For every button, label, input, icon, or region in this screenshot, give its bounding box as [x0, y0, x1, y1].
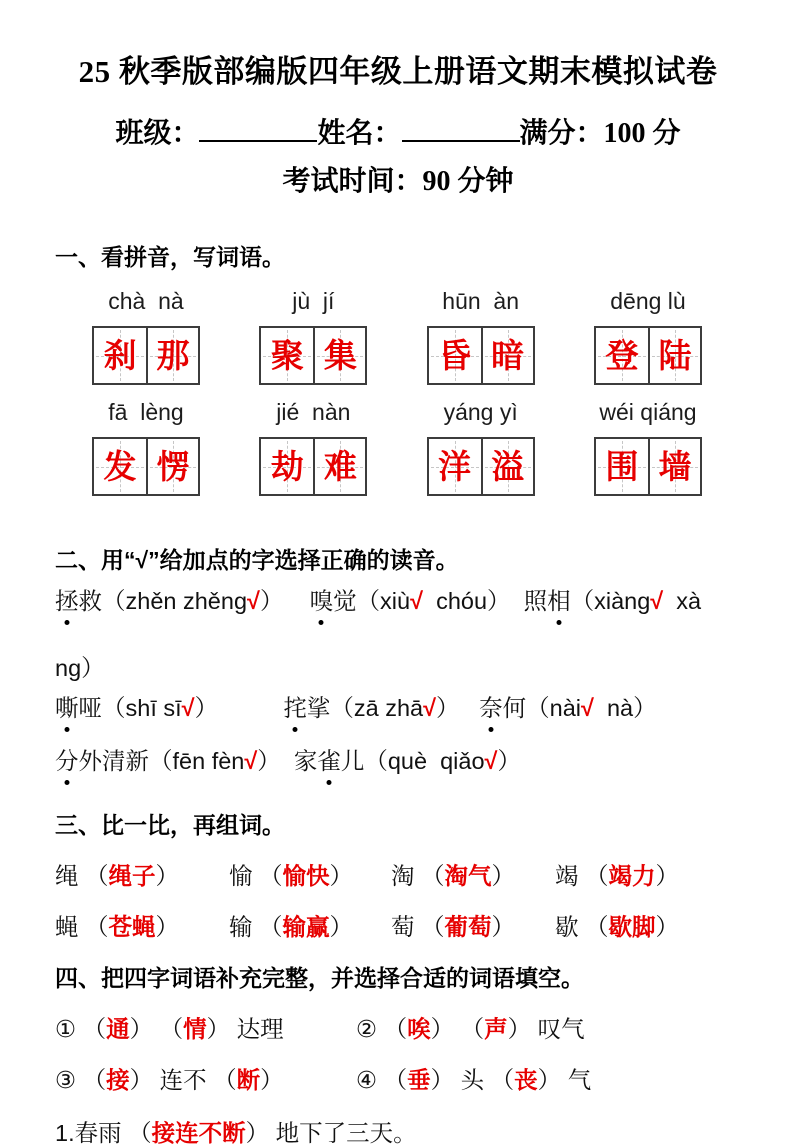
- check-icon: √: [484, 748, 498, 775]
- question-text: ） （: [430, 1015, 485, 1042]
- section-2-heading: 二、用“√”给加点的字选择正确的读音。: [55, 547, 459, 573]
- answer-char: 溢: [491, 448, 525, 485]
- check-icon: √: [650, 588, 664, 614]
- question-text: 外清新（fēn fèn: [78, 748, 245, 775]
- paren-close: ）: [155, 862, 180, 889]
- check-icon: √: [244, 748, 258, 775]
- answer-char: 昏: [438, 337, 472, 374]
- grid-cell: [596, 328, 648, 383]
- idiom-row: [55, 1010, 741, 1044]
- word-item: [391, 908, 555, 942]
- writing-grid: [594, 326, 702, 385]
- question-text: ）: [259, 588, 310, 614]
- pinyin-label: fā lèng: [108, 399, 184, 425]
- word-item: [391, 857, 555, 891]
- class-blank-line: [199, 113, 317, 142]
- dotted-char: 拯: [55, 588, 79, 614]
- question-text: 儿（què qiǎo: [340, 748, 485, 775]
- pinyin-word-item: [402, 399, 560, 496]
- grid-cell: [429, 439, 481, 494]
- question-text: 照: [523, 588, 548, 614]
- answer-char: 暗: [491, 337, 525, 374]
- answer-text: 葡萄: [444, 913, 492, 940]
- word-item: [55, 908, 229, 942]
- answer-text: 愉快: [282, 862, 330, 889]
- writing-grid: [92, 437, 200, 496]
- answer-char: 那: [156, 337, 190, 374]
- question-text: ② （: [356, 1015, 408, 1042]
- answer-text: 歇脚: [608, 913, 656, 940]
- paren-open: （: [85, 862, 109, 889]
- pinyin-word-item: [569, 399, 727, 496]
- paren-close: ）: [491, 862, 516, 889]
- grid-cell: [313, 328, 365, 383]
- question-text: ） 连不 （: [129, 1066, 237, 1093]
- question-char: 淘: [391, 862, 422, 889]
- idiom-item: [55, 1061, 356, 1095]
- check-icon: √: [247, 588, 260, 614]
- pinyin-word-item: [67, 288, 225, 385]
- pinyin-label: hūn àn: [442, 288, 520, 314]
- question-text: ）: [436, 694, 480, 721]
- paren-close: ）: [655, 913, 680, 940]
- answer-text: 淘气: [444, 862, 492, 889]
- pinyin-word-item: [402, 288, 560, 385]
- section-1-heading: 一、看拼音，写词语。: [55, 244, 285, 270]
- question-char: 输: [229, 913, 260, 940]
- word-item: [55, 857, 229, 891]
- question-text: 哑（shī sī: [78, 694, 182, 721]
- answer-text: 竭力: [608, 862, 656, 889]
- exam-time-label: 考试时间：90 分钟: [282, 166, 514, 197]
- question-text: ） 叹气: [507, 1015, 585, 1042]
- question-text: 觉（xiù: [333, 588, 411, 614]
- check-icon: √: [181, 694, 195, 721]
- pinyin-label: chà nà: [108, 288, 184, 314]
- answer-char: 洋: [438, 448, 472, 485]
- answer-char: 墙: [658, 448, 692, 485]
- grid-cell: [429, 328, 481, 383]
- word-item: [229, 908, 391, 942]
- answer-text: 断: [236, 1066, 261, 1093]
- writing-grid: [92, 326, 200, 385]
- paren-open: （: [259, 913, 283, 940]
- question-char: 萄: [391, 913, 422, 940]
- answer-text: 接连不断: [151, 1119, 246, 1146]
- word-compare-row: [55, 908, 741, 942]
- grid-cell: [146, 328, 198, 383]
- paren-close: ）: [655, 862, 680, 889]
- word-compare-row: [55, 857, 741, 891]
- writing-grid: [259, 326, 367, 385]
- dotted-char: 相: [547, 588, 571, 614]
- idiom-row: [55, 1061, 741, 1095]
- pinyin-word-item: [234, 399, 392, 496]
- question-text: ） （: [129, 1015, 184, 1042]
- answer-text: 接: [106, 1066, 130, 1093]
- pinyin-label: dēng lù: [610, 288, 686, 314]
- answer-char: 难: [323, 448, 357, 485]
- name-blank-line: [402, 113, 520, 142]
- question-text: （xiàng: [570, 588, 651, 614]
- grid-cell: [146, 439, 198, 494]
- answer-text: 唉: [407, 1015, 431, 1042]
- answer-char: 围: [605, 448, 639, 485]
- question-text: chóu）: [423, 588, 524, 614]
- word-item: [555, 857, 741, 891]
- grid-cell: [94, 439, 146, 494]
- section-3-heading: 三、比一比，再组词。: [55, 811, 285, 838]
- paren-close: ）: [491, 913, 516, 940]
- idiom-item: [356, 1061, 741, 1095]
- dotted-char: 雀: [317, 748, 341, 775]
- answer-char: 愣: [156, 448, 190, 485]
- paren-open: （: [421, 913, 445, 940]
- answer-text: 声: [484, 1015, 508, 1042]
- question-text: ③ （: [55, 1066, 107, 1093]
- answer-char: 劫: [270, 448, 304, 485]
- grid-cell: [94, 328, 146, 383]
- word-item: [555, 908, 741, 942]
- answer-char: 集: [323, 337, 357, 374]
- question-text: nà）: [593, 694, 657, 721]
- reading-choice-line: [55, 654, 741, 683]
- answer-text: 丧: [514, 1066, 538, 1093]
- question-char: 竭: [555, 862, 586, 889]
- pinyin-word-item: [234, 288, 392, 385]
- answer-text: 输赢: [282, 913, 330, 940]
- dotted-char: 挓: [283, 694, 307, 721]
- pinyin-label: jié nàn: [276, 399, 351, 425]
- name-label: 姓名：: [317, 118, 402, 149]
- check-icon: √: [423, 694, 437, 721]
- pinyin-word-item: [569, 288, 727, 385]
- grid-cell: [648, 439, 700, 494]
- answer-char: 陆: [658, 337, 692, 374]
- section-4-heading: 四、把四字词语补充完整，并选择合适的词语填空。: [55, 964, 584, 991]
- writing-grid: [427, 326, 535, 385]
- answer-char: 刹: [103, 337, 137, 374]
- writing-grid: [594, 437, 702, 496]
- question-text: 挲（zā zhā: [306, 694, 424, 721]
- reading-choice-line: [55, 587, 741, 616]
- grid-cell: [261, 439, 313, 494]
- question-text: ） 气: [537, 1066, 592, 1093]
- answer-text: 绳子: [108, 862, 156, 889]
- grid-cell: [261, 328, 313, 383]
- pinyin-word-item: [67, 399, 225, 496]
- question-text: 1.春雨 （: [55, 1119, 152, 1146]
- paren-close: ）: [329, 862, 354, 889]
- question-char: 愉: [229, 862, 260, 889]
- idiom-item: [55, 1010, 356, 1044]
- exam-info-line: [55, 111, 741, 151]
- dotted-char: 分: [55, 748, 79, 775]
- question-text: ）: [194, 694, 284, 721]
- writing-grid: [427, 437, 535, 496]
- question-text: ） 地下了三天。: [245, 1119, 417, 1146]
- question-text: ） 达理: [206, 1015, 284, 1042]
- question-text: 救（zhěn zhěng: [78, 588, 248, 614]
- dotted-char: 奈: [479, 694, 503, 721]
- question-text: 家: [293, 748, 318, 775]
- question-text: ① （: [55, 1015, 107, 1042]
- word-item: [229, 857, 391, 891]
- reading-choice-line: [55, 694, 741, 723]
- dotted-char: 嘶: [55, 694, 79, 721]
- paren-open: （: [85, 913, 109, 940]
- grid-cell: [648, 328, 700, 383]
- paren-open: （: [585, 862, 609, 889]
- paren-open: （: [585, 913, 609, 940]
- question-text: ng）: [55, 655, 105, 682]
- dotted-char: 嗅: [309, 588, 334, 614]
- idiom-item: [356, 1010, 741, 1044]
- pinyin-label: jù jí: [292, 288, 335, 314]
- answer-char: 发: [103, 448, 137, 485]
- question-text: ）: [260, 1066, 284, 1093]
- check-icon: √: [581, 694, 594, 721]
- score-label: 满分：100 分: [519, 118, 681, 149]
- question-text: ） 头 （: [430, 1066, 515, 1093]
- check-icon: √: [410, 588, 424, 614]
- answer-char: 聚: [270, 337, 304, 374]
- fill-in-sentence: [55, 1114, 741, 1148]
- page-title: 25 秋季版部编版四年级上册语文期末模拟试卷: [78, 54, 718, 89]
- answer-text: 情: [183, 1015, 207, 1042]
- question-char: 绳: [55, 862, 86, 889]
- grid-cell: [313, 439, 365, 494]
- grid-cell: [481, 328, 533, 383]
- pinyin-label: yáng yì: [443, 399, 518, 425]
- question-text: xà: [663, 588, 702, 614]
- writing-grid: [259, 437, 367, 496]
- question-char: 歇: [555, 913, 586, 940]
- answer-text: 垂: [407, 1066, 431, 1093]
- answer-text: 苍蝇: [108, 913, 156, 940]
- pinyin-word-row: [67, 399, 727, 496]
- question-char: 蝇: [55, 913, 86, 940]
- grid-cell: [481, 439, 533, 494]
- paren-close: ）: [329, 913, 354, 940]
- paren-close: ）: [155, 913, 180, 940]
- paren-open: （: [259, 862, 283, 889]
- reading-choice-line: [55, 747, 741, 776]
- question-text: ④ （: [356, 1066, 408, 1093]
- question-text: ）: [257, 748, 294, 775]
- answer-text: 通: [106, 1015, 130, 1042]
- question-text: ）: [497, 748, 521, 775]
- question-text: 何（nài: [502, 694, 581, 721]
- answer-char: 登: [605, 337, 639, 374]
- class-label: 班级：: [115, 118, 200, 149]
- pinyin-word-row: [67, 288, 727, 385]
- grid-cell: [596, 439, 648, 494]
- paren-open: （: [421, 862, 445, 889]
- pinyin-label: wéi qiáng: [599, 399, 697, 425]
